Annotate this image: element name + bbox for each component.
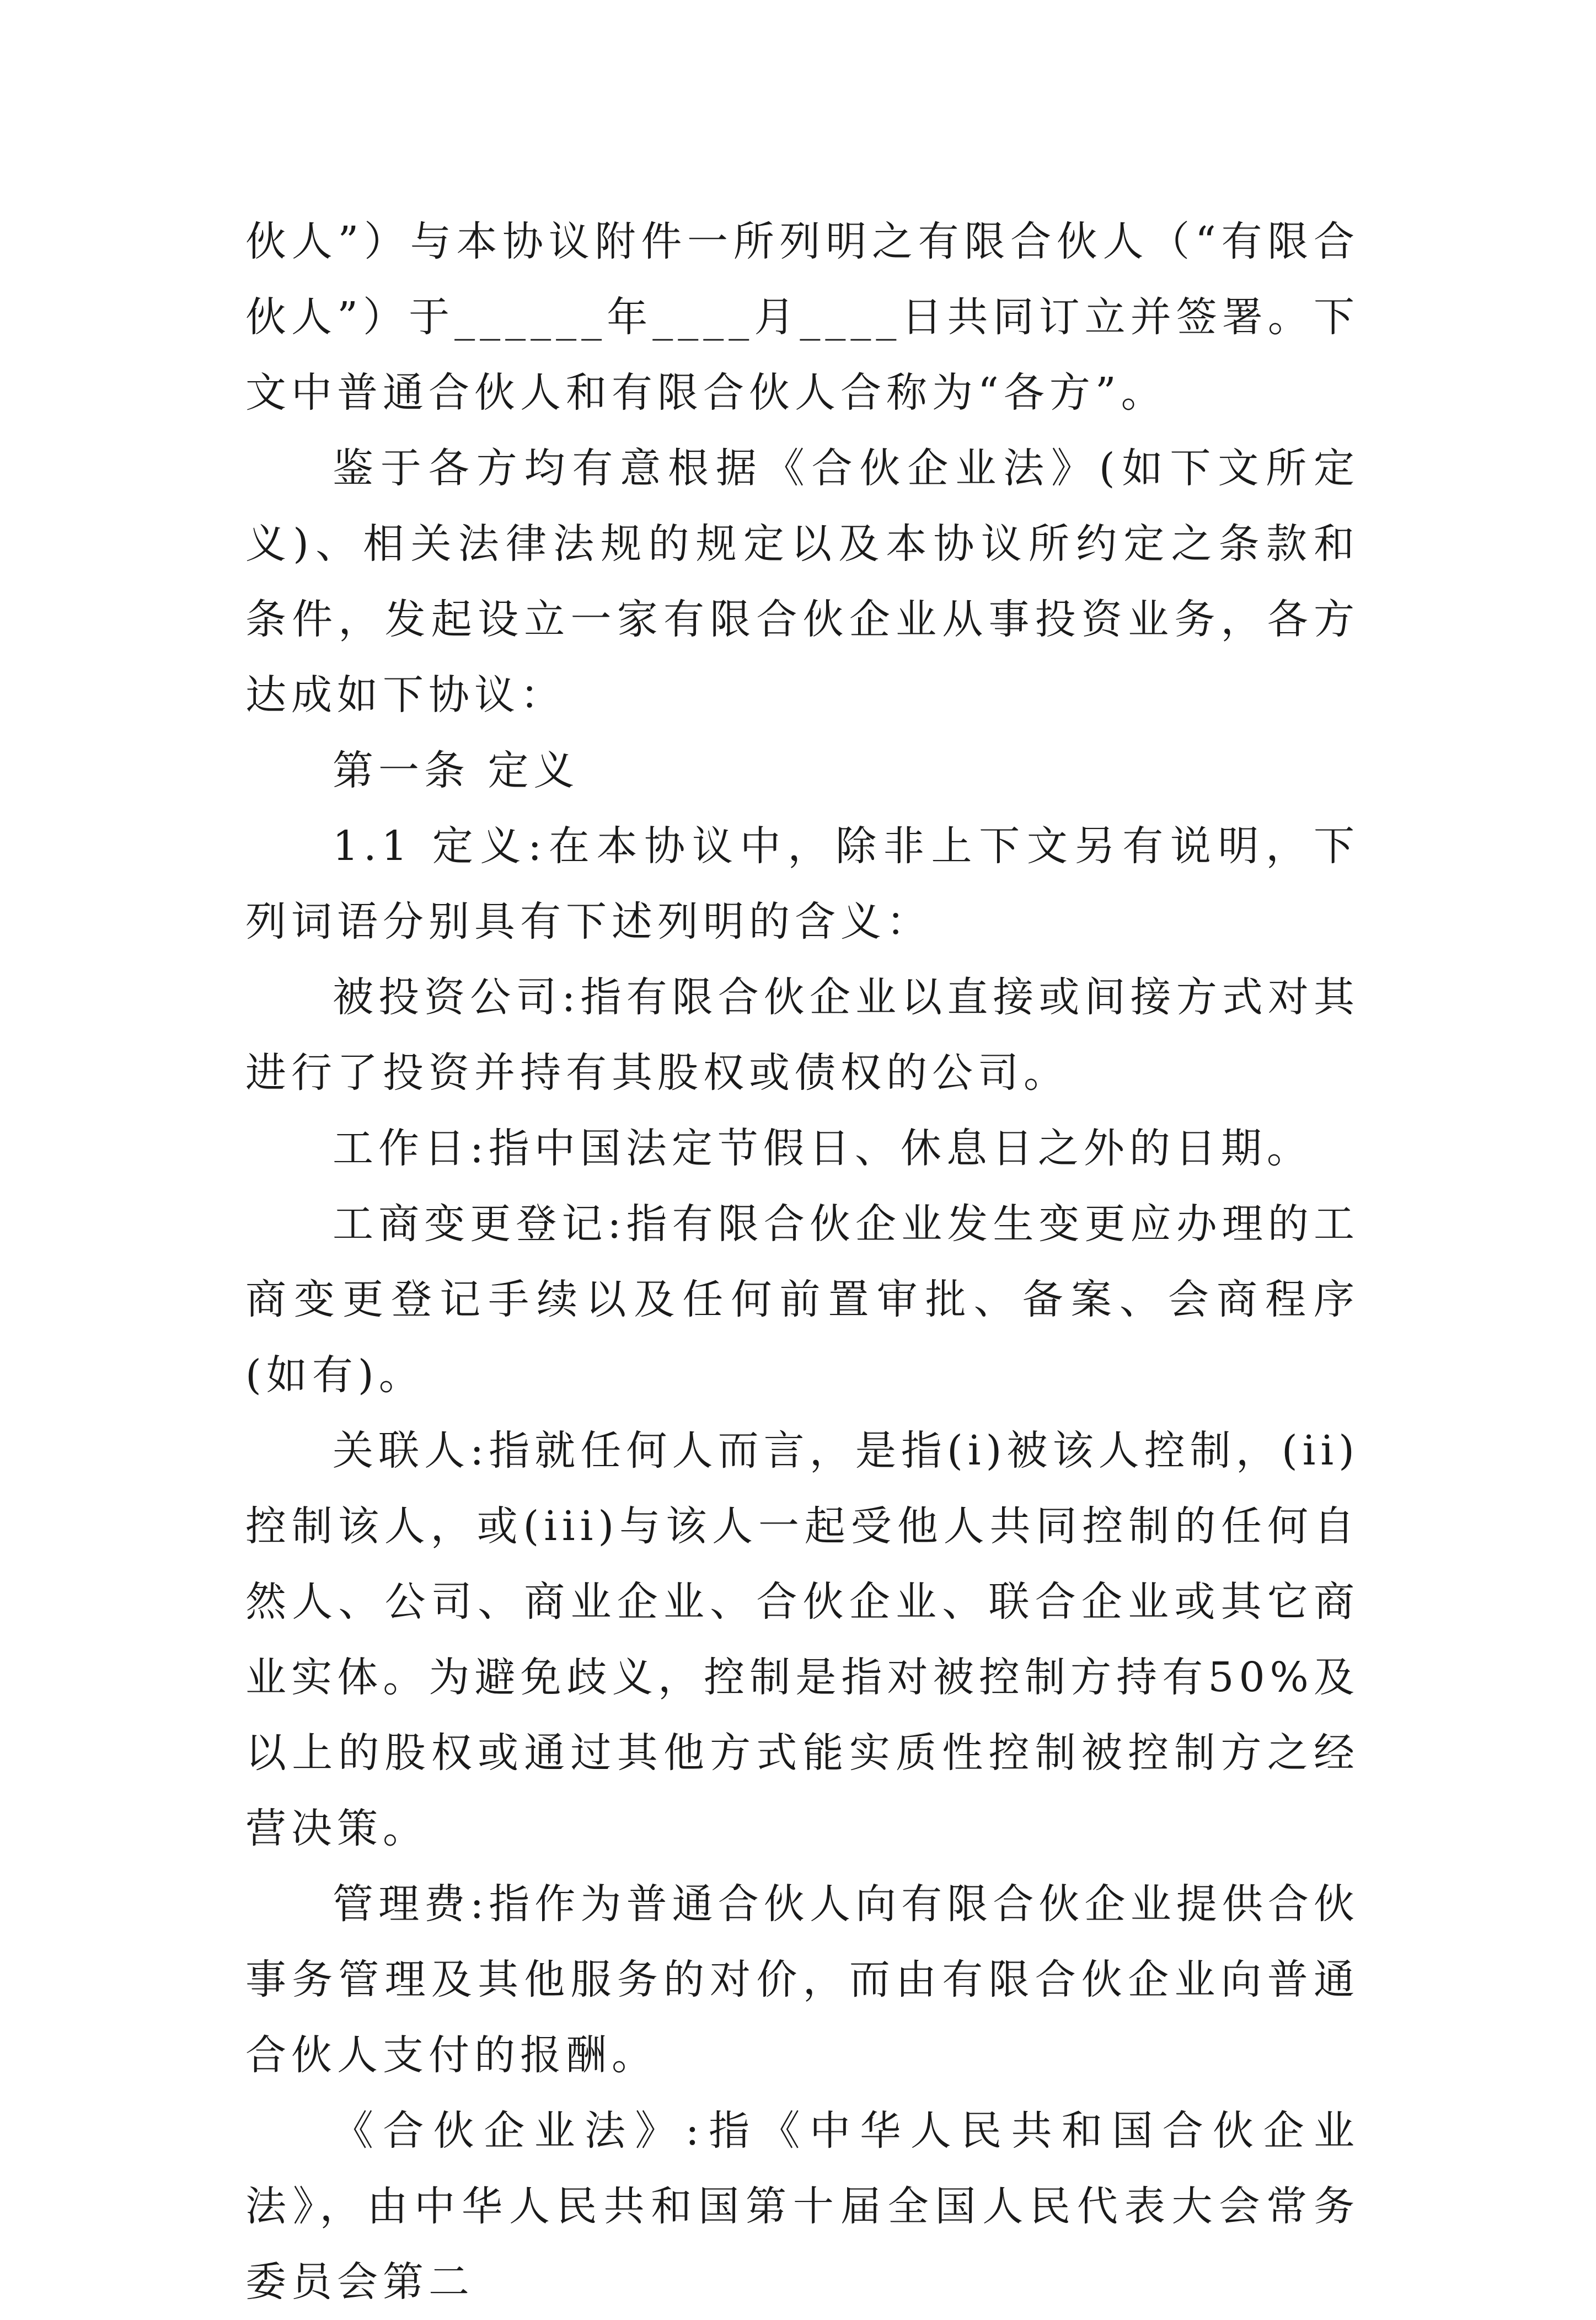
definition-invested-company: 被投资公司:指有限合伙企业以直接或间接方式对其进行了投资并持有其股权或债权的公司。 [245,974,1359,1097]
paragraph-definitions-intro: 1.1 定义:在本协议中，除非上下文另有说明，下列词语分别具有下述列明的含义： [245,822,1359,945]
article-heading-definitions: 第一条 定义 [333,747,580,794]
definition-partnership-law: 《合伙企业法》:指《中华人民共和国合伙企业法》，由中华人民共和国第十届全国人民代表大会常务委员会第二 [245,2107,1359,2306]
definition-management-fee: 管理费:指作为普通合伙人向有限合伙企业提供合伙事务管理及其他服务的对价，而由有限合伙企业向普通合伙人支付的报酬。 [245,1880,1359,2079]
document-body [245,204,1359,2320]
paragraph-recital: 鉴于各方均有意根据《合伙企业法》(如下文所定义)、相关法律法规的规定以及本协议所约定之条款和条件，发起设立一家有限合伙企业从事投资业务，各方达成如下协议： [245,445,1359,719]
paragraph-parties-intro: 伙人”）与本协议附件一所列明之有限合伙人（“有限合伙人”）于______年____月____日共同订立并签署。下文中普通合伙人和有限合伙人合称为“各方”。 [245,218,1359,416]
definition-registration-change: 工商变更登记:指有限合伙企业发生变更应办理的工商变更登记手续以及任何前置审批、备案、会商程序(如有)。 [245,1200,1359,1399]
definition-affiliate: 关联人:指就任何人而言，是指(i)被该人控制，(ii)控制该人，或(iii)与该人一起受他人共同控制的任何自然人、公司、商业企业、合伙企业、联合企业或其它商业实体。为避免歧义，控制是指对被控制方持有50%及以上的股权或通过其他方式能实质性控制被控制方之经营决策。 [245,1427,1359,1852]
definition-business-day: 工作日:指中国法定节假日、休息日之外的日期。 [333,1125,1313,1172]
